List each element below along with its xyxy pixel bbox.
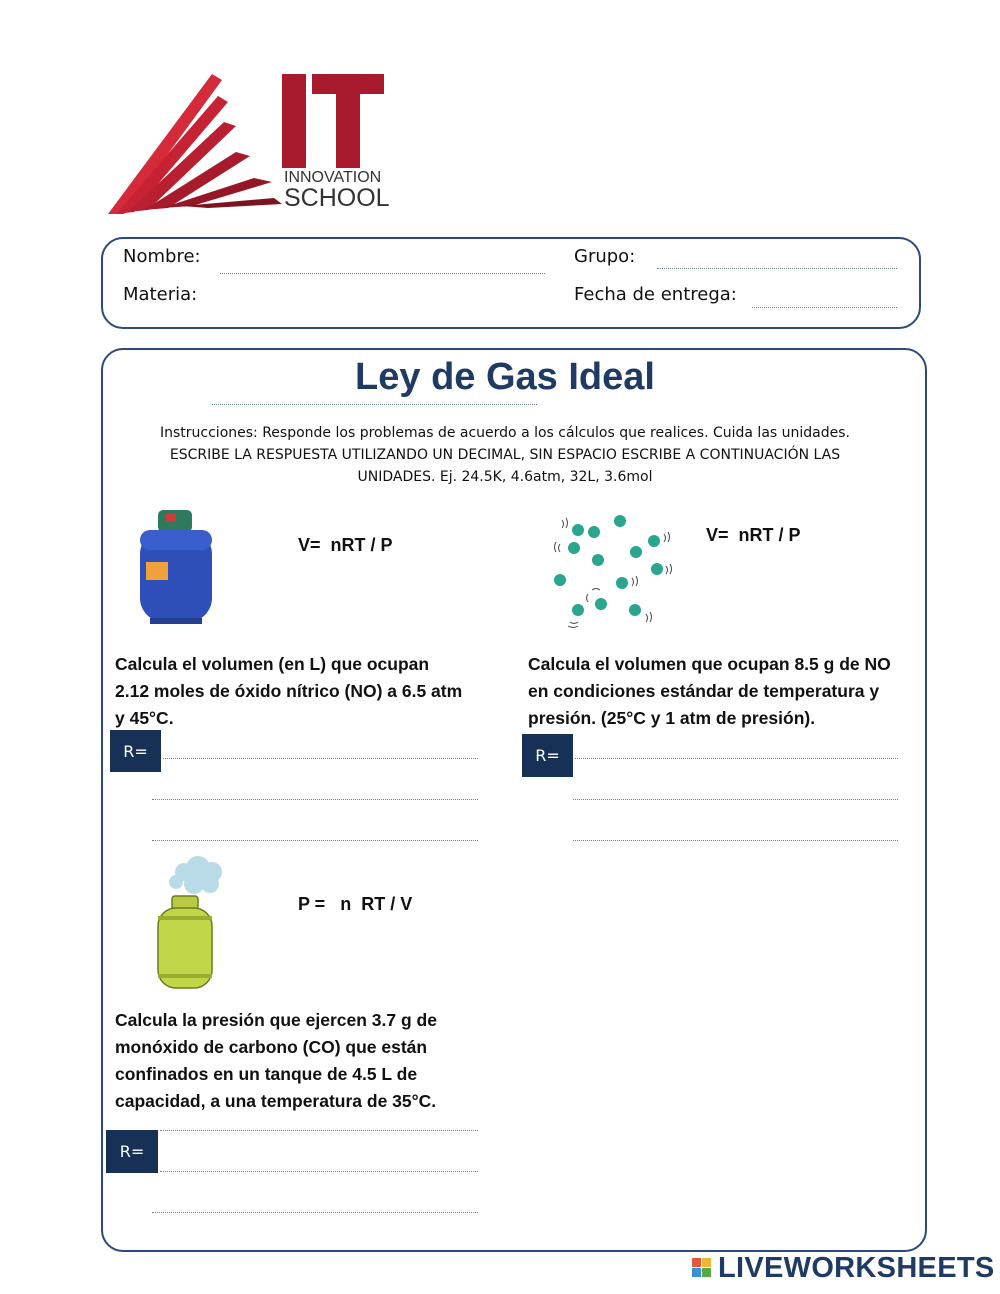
fecha-label: Fecha de entrega:: [574, 284, 737, 305]
answer-3-line-2[interactable]: [160, 1170, 478, 1172]
materia-label: Materia:: [123, 284, 198, 305]
instructions: Instrucciones: Responde los problemas de acuerdo a los cálculos que realices. Cuida las unidades. ESCRIBE LA RESPUESTA UTILIZANDO UN DECIMAL, SIN ESPACIO ESCRIBE A CONTINUACIÓN LAS UNIDADES. Ej. 24.5K, 4.6atm, 32L, 3.6mol: [160, 425, 850, 485]
answer-3-line-1[interactable]: [160, 1129, 478, 1131]
problem-3-text: Calcula la presión que ejercen 3.7 g de monóxido de carbono (CO) que están confinados en un tanque de 4.5 L de capacidad, a una temperatura de 35°C.: [115, 1010, 437, 1111]
formula-3: P = n RT / V: [298, 894, 413, 914]
answer-2-line-3[interactable]: [573, 839, 898, 841]
answer-2-label: R=: [522, 734, 573, 777]
grupo-label: Grupo:: [574, 246, 636, 267]
title-underline: [212, 404, 537, 405]
grupo-field[interactable]: [657, 268, 897, 269]
problem-2-text: Calcula el volumen que ocupan 8.5 g de NO en condiciones estándar de temperatura y presión. (25°C y 1 atm de presión).: [528, 654, 891, 728]
liveworksheets-icon: [692, 1258, 712, 1278]
answer-3-line-3[interactable]: [152, 1211, 478, 1213]
answer-1-line-3[interactable]: [152, 839, 478, 841]
answer-1-line-1[interactable]: [163, 757, 478, 759]
nombre-label: Nombre:: [123, 246, 201, 267]
nombre-field[interactable]: [220, 273, 545, 274]
liveworksheets-brand: LIVEWORKSHEETS: [718, 1252, 995, 1284]
answer-2-line-1[interactable]: [575, 757, 898, 759]
gas-molecules-icon: [550, 510, 680, 630]
logo-main: IT: [104, 70, 105, 71]
problem-1-text: Calcula el volumen (en L) que ocupan 2.12 moles de óxido nítrico (NO) a 6.5 atm y 45°C.: [115, 654, 463, 728]
formula-2: V= nRT / P: [706, 525, 801, 545]
logo-line2: SCHOOL: [284, 184, 390, 212]
gas-tank-blue-icon: [136, 506, 216, 626]
logo-line1: INNOVATION: [284, 169, 382, 186]
answer-2-line-2[interactable]: [573, 798, 898, 800]
answer-3-label: R=: [106, 1130, 158, 1173]
answer-1-line-2[interactable]: [152, 798, 478, 800]
student-info-box: [101, 237, 921, 329]
fecha-field[interactable]: [752, 307, 897, 308]
page-title: Ley de Gas Ideal: [355, 356, 655, 398]
formula-1: V= nRT / P: [298, 535, 393, 555]
it-innovation-school-logo: [104, 70, 394, 220]
gas-tank-leaking-icon: [150, 852, 230, 992]
answer-1-label: R=: [110, 730, 161, 772]
